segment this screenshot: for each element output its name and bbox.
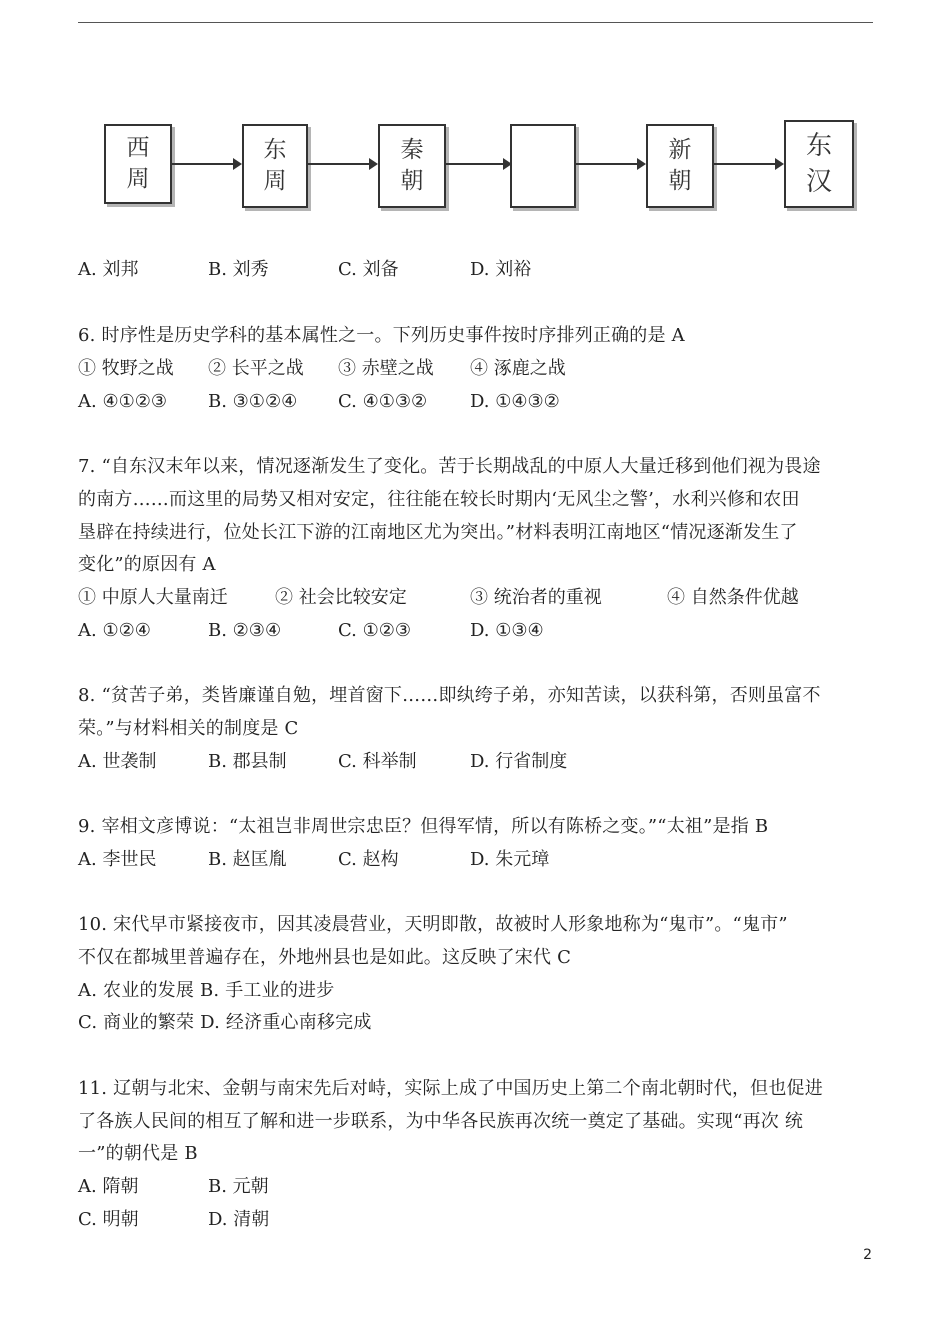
flow-box-2-bottom: 周 [263, 168, 287, 194]
flow-arrow-4 [574, 163, 644, 165]
flow-box-1 [104, 124, 172, 204]
q9-option-b: B. 赵匡胤 [208, 849, 287, 870]
q7-option-c: C. ①②③ [338, 620, 411, 641]
flow-box-2-top: 东 [263, 137, 287, 163]
q7-option-a: A. ①②④ [78, 620, 151, 641]
q6-item-1: ① 牧野之战 [78, 358, 174, 379]
q7-item-2: ② 社会比较安定 [275, 587, 407, 608]
q7-option-d: D. ①③④ [470, 620, 544, 641]
q5-option-b: B. 刘秀 [208, 259, 269, 280]
flow-arrow-1 [170, 163, 240, 165]
q11-option-a: A. 隋朝 [78, 1176, 139, 1197]
q9-option-d: D. 朱元璋 [470, 849, 550, 870]
q6-option-c: C. ④①③② [338, 391, 428, 412]
flow-box-5-top: 新 [668, 137, 692, 163]
q11-stem-line-2: 了各族人民间的相互了解和进一步联系，为中华各民族再次统一奠定了基础。实现“再次 统 [78, 1111, 804, 1132]
q10-stem-line-2: 不仅在都城里普遍存在，外地州县也是如此。这反映了宋代 C [78, 947, 572, 968]
dynasty-flowchart [0, 0, 950, 230]
flow-box-6 [784, 120, 854, 208]
flow-box-2 [242, 124, 308, 208]
flow-box-5 [646, 124, 714, 208]
flow-box-6-top: 东 [805, 131, 832, 161]
q11-option-b: B. 元朝 [208, 1176, 269, 1197]
q10-options-line-2: C. 商业的繁荣 D. 经济重心南移完成 [78, 1012, 372, 1033]
flow-arrow-2 [306, 163, 376, 165]
flow-arrow-5 [712, 163, 782, 165]
flow-arrow-3 [444, 163, 510, 165]
q7-stem-line-3: 垦辟在持续进行，位处长江下游的江南地区尤为突出。”材料表明江南地区“情况逐渐发生了 [78, 522, 798, 543]
q11-stem-line-1: 11. 辽朝与北宋、金朝与南宋先后对峙，实际上成了中国历史上第二个南北朝时代，但也促进 [78, 1078, 823, 1099]
q6-option-d: D. ①④③② [470, 391, 560, 412]
q7-item-3: ③ 统治者的重视 [470, 587, 602, 608]
q11-option-d: D. 清朝 [208, 1209, 270, 1230]
q10-options-line-1: A. 农业的发展 B. 手工业的进步 [78, 980, 335, 1001]
flow-box-4-blank [510, 124, 576, 208]
flow-box-5-bottom: 朝 [668, 168, 692, 194]
q8-option-a: A. 世袭制 [78, 751, 157, 772]
q6-stem-line-1: 6. 时序性是历史学科的基本属性之一。下列历史事件按时序排列正确的是 A [78, 325, 685, 346]
q11-option-c: C. 明朝 [78, 1209, 139, 1230]
q8-option-d: D. 行省制度 [470, 751, 568, 772]
q6-option-b: B. ③①②④ [208, 391, 298, 412]
q7-stem-line-2: 的南方……而这里的局势又相对安定，往往能在较长时期内‘无风尘之警’，水利兴修和农田 [78, 489, 800, 510]
q7-item-1: ① 中原人大量南迁 [78, 587, 228, 608]
q7-option-b: B. ②③④ [208, 620, 282, 641]
q6-item-4: ④ 涿鹿之战 [470, 358, 566, 379]
q7-item-4: ④ 自然条件优越 [667, 587, 799, 608]
flow-box-3-bottom: 朝 [400, 168, 424, 194]
page-number: 2 [863, 1247, 872, 1263]
q9-option-a: A. 李世民 [78, 849, 157, 870]
q9-option-c: C. 赵构 [338, 849, 399, 870]
q7-stem-line-4: 变化”的原因有 A [78, 554, 216, 575]
q10-stem-line-1: 10. 宋代早市紧接夜市，因其凌晨营业，天明即散，故被时人形象地称为“鬼市”。“鬼市” [78, 914, 788, 935]
flow-box-3-top: 秦 [400, 137, 424, 163]
q11-stem-line-3: 一”的朝代是 B [78, 1143, 198, 1164]
q8-stem-line-1: 8. “贫苦子弟，类皆廉谨自勉，埋首窗下……即纨绔子弟，亦知苦读，以获科第，否则虽富不 [78, 685, 821, 706]
flow-box-1-top: 西 [126, 135, 150, 161]
q6-item-2: ② 长平之战 [208, 358, 304, 379]
q5-option-d: D. 刘裕 [470, 259, 532, 280]
flow-box-1-bottom: 周 [126, 166, 150, 192]
q8-option-c: C. 科举制 [338, 751, 417, 772]
q6-option-a: A. ④①②③ [78, 391, 167, 412]
q8-option-b: B. 郡县制 [208, 751, 287, 772]
q6-item-3: ③ 赤壁之战 [338, 358, 434, 379]
q5-option-a: A. 刘邦 [78, 259, 139, 280]
q8-stem-line-2: 荣。”与材料相关的制度是 C [78, 718, 299, 739]
q5-option-c: C. 刘备 [338, 259, 399, 280]
flow-box-6-bottom: 汉 [805, 167, 832, 197]
q7-stem-line-1: 7. “自东汉末年以来，情况逐渐发生了变化。苦于长期战乱的中原人大量迁移到他们视为畏途 [78, 456, 821, 477]
flow-box-3 [378, 124, 446, 208]
q9-stem-line-1: 9. 宰相文彦博说：“太祖岂非周世宗忠臣？但得军情，所以有陈桥之变。”“太祖”是指 B [78, 816, 769, 837]
